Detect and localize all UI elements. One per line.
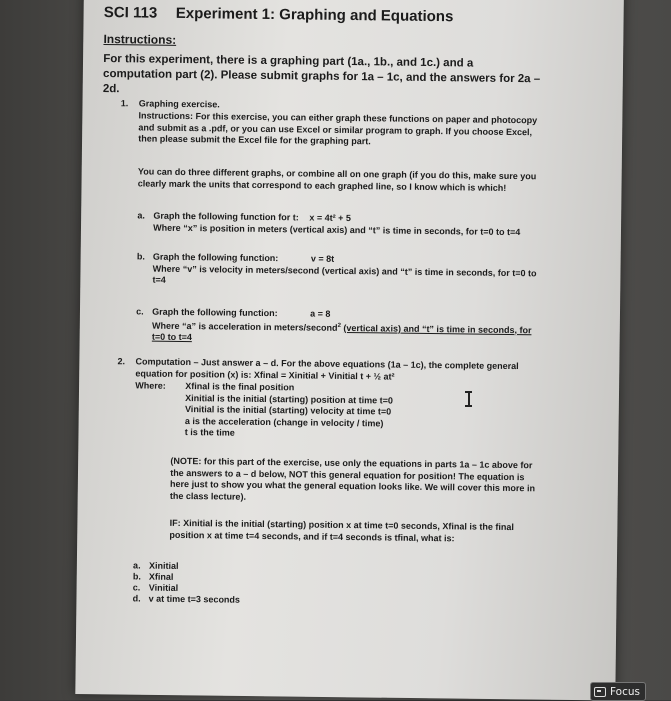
part1-note: You can do three different graphs, or combine all on one graph (if you do this, make sure you clearly mark the units that correspond to each graphed line, so I know which is which! — [137, 166, 537, 193]
answer-c-text: Vinitial — [148, 582, 179, 593]
item-1c-letter: c. — [136, 306, 144, 317]
item-1c-line2b: (vertical axis) and “t” is time in seconds, for t=0 to t=4 — [151, 322, 532, 343]
part1-number: 1. — [120, 98, 129, 109]
focus-icon — [594, 687, 606, 697]
instructions-heading: Instructions: — [103, 31, 177, 47]
item-1b-line2: Where “v” is velocity in meters/second (vertical axis) and “t” is time in seconds, for t=0 to t=4 — [152, 263, 537, 285]
item-1a-line1: Graph the following function for t: — [153, 210, 299, 223]
answer-c-letter: c. — [132, 582, 141, 593]
item-1b — [136, 251, 543, 291]
answer-b-letter: b. — [132, 571, 142, 582]
answer-a-text: Xinitial — [149, 560, 179, 571]
part2-where: Where: — [135, 380, 166, 391]
def-xfinal: Xfinal is the final position — [185, 381, 295, 393]
item-1c-line1: Graph the following function: — [152, 306, 278, 319]
item-1b-letter: b. — [136, 251, 145, 262]
document-title: Experiment 1: Graphing and Equations — [175, 4, 454, 26]
part1-instructions: Instructions: For this exercise, you can either graph these functions on paper and photocopy and submit as a .pdf, or you can use Excel or similar program to graph. If you choose Excel, then please submit the Excel file for the graphing part. — [138, 110, 538, 147]
item-1c-line2a: Where “a” is acceleration in meters/second — [151, 320, 338, 333]
def-vinitial: Vinitial is the initial (starting) velocity at time t=0 — [184, 404, 392, 417]
answer-a-letter: a. — [133, 560, 141, 571]
item-1a-line2: Where “x” is position in meters (vertical axis) and “t” is time in seconds, for t=0 to t=4 — [153, 222, 521, 237]
item-1b-line1: Graph the following function: — [152, 251, 279, 264]
answer-d-letter: d. — [132, 593, 141, 604]
def-time: t is the time — [184, 427, 235, 438]
focus-button-label: Focus — [610, 685, 640, 698]
item-1c-formula: a = 8 — [310, 308, 331, 319]
item-1a-letter: a. — [137, 210, 145, 221]
item-1a-formula: x = 4t² + 5 — [309, 212, 351, 224]
intro-paragraph: For this experiment, there is a graphing part (1a., 1b., and 1c.) and a computation part (2). Please submit graphs for 1a – 1c, and the answers for 2a – 2d. — [102, 52, 541, 96]
item-1b-formula: v = 8t — [310, 253, 335, 264]
course-code: SCI 113 — [103, 3, 158, 22]
part2-if-text: IF: Xinitial is the initial (starting) position x at time t=0 seconds, Xfinal is the final position x at time t=4 seconds, and if t=4 seconds is tfinal, what is: — [169, 517, 514, 543]
part2-intro: Computation – Just answer a – d. For the above equations (1a – 1c), the complete general equation for position (x) is: Xfinal = Xinitial + Vinitial t + ½ at² — [135, 356, 519, 382]
definitions-list — [185, 381, 526, 443]
text-cursor-icon — [465, 391, 472, 407]
item-1c: c. Graph the following function: a = 8 Where “a” is acceleration in meters/second$^2$ (vertical axis) and “t” is time in seconds, for t=0 to t=4 — [136, 306, 532, 343]
def-xinitial: Xinitial is the initial (starting) position at time t=0 — [185, 392, 393, 406]
part2-number: 2. — [117, 356, 126, 367]
part2-note: (NOTE: for this part of the exercise, use only the equations in parts 1a – 1c above for the answers to a – d below, NOT this general equation for position! The equation is here just to show you what the general equation looks like. We will cover this more in the class lecture). — [169, 455, 536, 502]
answer-b-text: Xfinal — [148, 571, 174, 582]
answer-list — [132, 560, 450, 609]
item-1a — [137, 210, 543, 239]
part1-title: Graphing exercise. — [138, 98, 220, 110]
def-acceleration: a is the acceleration (change in velocity / time) — [184, 415, 384, 428]
focus-button[interactable] — [590, 682, 646, 701]
answer-d-text: v at time t=3 seconds — [148, 593, 241, 605]
